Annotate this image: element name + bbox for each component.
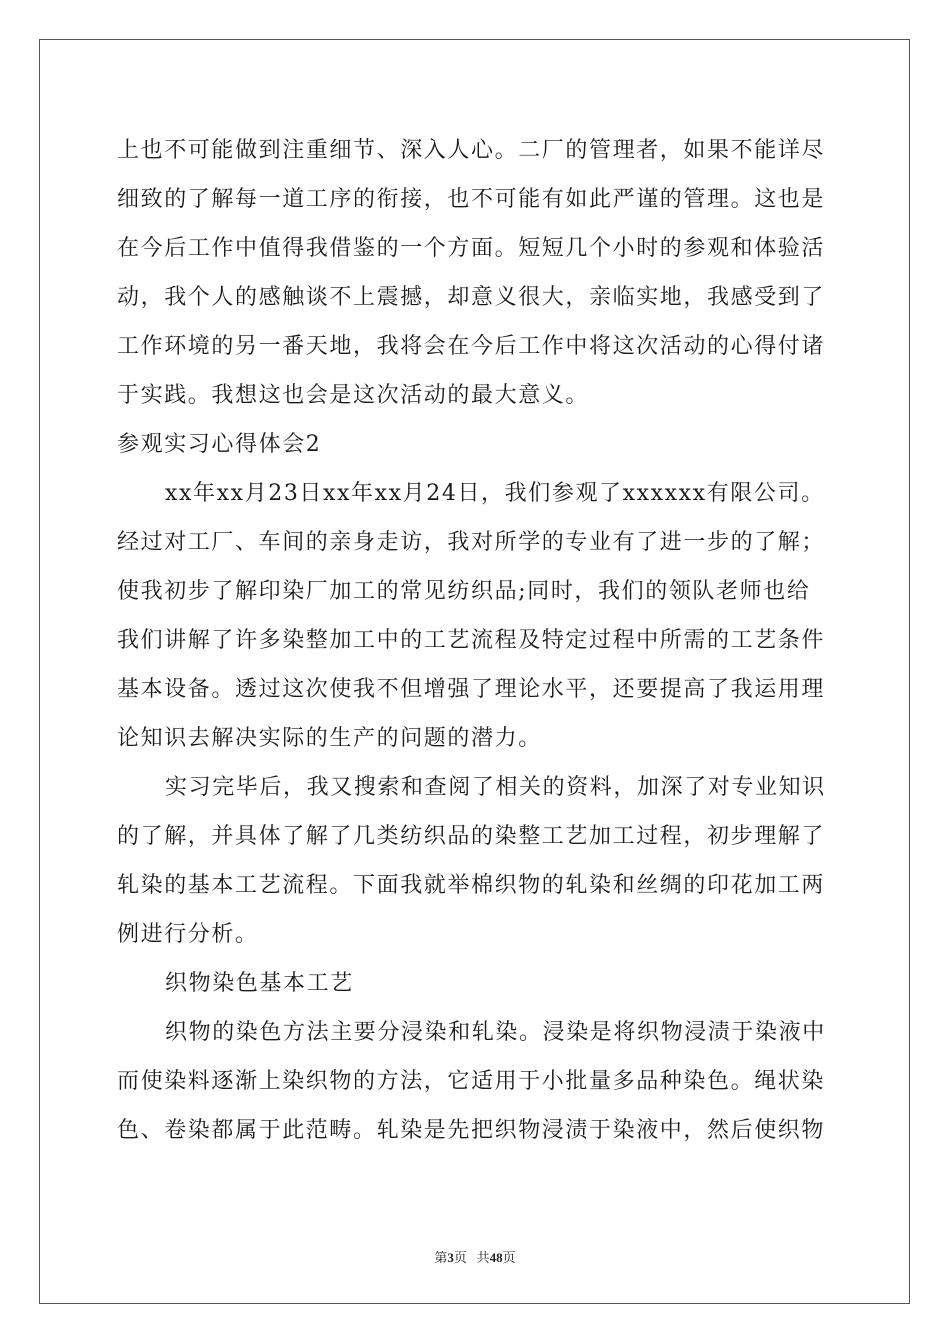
text-line: 于实践。我想这也会是这次活动的最大意义。 <box>117 383 590 408</box>
text-line: 基本设备。透过这次使我不但增强了理论水平，还要提高了我运用理 <box>117 677 826 702</box>
text-line: 轧染的基本工艺流程。下面我就举棉织物的轧染和丝绸的印花加工两 <box>117 873 826 898</box>
text-line: 实习完毕后，我又搜索和查阅了相关的资料，加深了对专业知识 <box>165 775 826 800</box>
text-line: 细致的了解每一道工序的衔接，也不可能有如此严谨的管理。这也是 <box>117 187 826 212</box>
text-line: 在今后工作中值得我借鉴的一个方面。短短几个小时的参观和体验活 <box>117 236 826 261</box>
text-line: 上也不可能做到注重细节、深入人心。二厂的管理者，如果不能详尽 <box>117 138 826 163</box>
document-body <box>117 126 852 1155</box>
text-line: 动，我个人的感触谈不上震撼，却意义很大，亲临实地，我感受到了 <box>117 285 826 310</box>
current-page-number: 3 <box>447 1250 454 1265</box>
text-line: 织物染色基本工艺 <box>165 971 354 996</box>
footer-page-suffix: 页 <box>453 1250 467 1265</box>
footer-total-suffix: 页 <box>502 1250 516 1265</box>
text-line: xx年xx月23日xx年xx月24日，我们参观了xxxxxx有限公司。 <box>165 481 825 506</box>
text-line: 经过对工厂、车间的亲身走访，我对所学的专业有了进一步的了解； <box>117 530 826 555</box>
footer-prefix: 第 <box>434 1250 448 1265</box>
text-line: 参观实习心得体会2 <box>117 432 322 457</box>
text-line: 工作环境的另一番天地，我将会在今后工作中将这次活动的心得付诸 <box>117 334 826 359</box>
text-line: 我们讲解了许多染整加工中的工艺流程及特定过程中所需的工艺条件 <box>117 628 826 653</box>
text-line: 织物的染色方法主要分浸染和轧染。浸染是将织物浸渍于染液中 <box>165 1020 826 1045</box>
text-line: 使我初步了解印染厂加工的常见纺织品;同时，我们的领队老师也给 <box>117 579 811 604</box>
text-line: 而使染料逐渐上染织物的方法，它适用于小批量多品种染色。绳状染 <box>117 1069 826 1094</box>
text-line: 论知识去解决实际的生产的问题的潜力。 <box>117 726 542 751</box>
text-line: 的了解，并具体了解了几类纺织品的染整工艺加工过程，初步理解了 <box>117 824 826 849</box>
footer-total-prefix: 共 <box>476 1250 490 1265</box>
total-page-count: 48 <box>489 1250 503 1265</box>
text-line: 例进行分析。 <box>117 922 259 947</box>
page-footer <box>0 1247 950 1266</box>
text-line: 色、卷染都属于此范畴。轧染是先把织物浸渍于染液中，然后使织物 <box>117 1118 826 1143</box>
